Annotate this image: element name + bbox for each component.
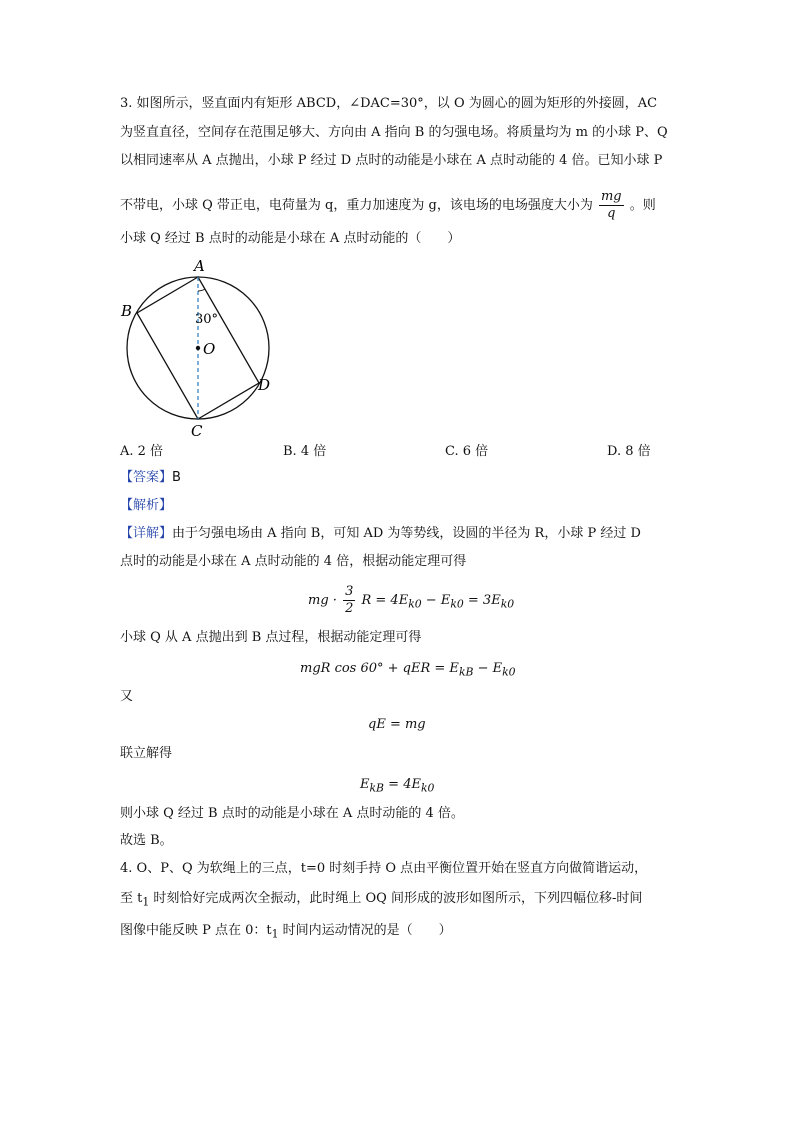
field-strength-fraction xyxy=(599,189,624,222)
equation-2 xyxy=(300,659,516,683)
eq4-sub-1: kB xyxy=(369,781,385,795)
circle-rectangle-figure xyxy=(112,255,282,440)
option-c: C. 6 倍 xyxy=(445,444,489,459)
analysis-tag: 【解析】 xyxy=(120,498,173,513)
center-point-o xyxy=(196,346,200,350)
equation-3: qE = mg xyxy=(368,717,426,732)
q4-line-3-sub: 1 xyxy=(271,927,279,941)
answer-tag: 【答案】 xyxy=(120,470,173,485)
q3-line-5: 小球 Q 经过 B 点时的动能是小球在 A 点时动能的（ ） xyxy=(120,231,461,246)
eq1-sub-1: k0 xyxy=(408,597,422,611)
eq1-sub-2: k0 xyxy=(450,597,464,611)
eq1-pre: mg · xyxy=(308,593,337,608)
eq2-sub-1: kB xyxy=(458,665,474,679)
answer-value: B xyxy=(172,470,181,485)
analysis-line xyxy=(120,496,172,516)
label-b: B xyxy=(121,302,133,320)
q4-line-1: 4. O、P、Q 为软绳上的三点，t=0 时刻手持 O 点由平衡位置开始在竖直方向做简谐运动， xyxy=(120,861,648,876)
eq1-post: R = 4E xyxy=(361,593,409,608)
eq1-mid: − E xyxy=(421,593,451,608)
q4-line-3-pre: 图像中能反映 P 点在 0：t xyxy=(120,923,272,938)
label-c: C xyxy=(191,422,203,440)
q3-line-2: 为竖直直径，空间存在范围足够大、方向由 A 指向 B 的匀强电场。将质量均为 m 的小球 P、Q xyxy=(120,125,668,140)
option-d: D. 8 倍 xyxy=(607,444,651,459)
detail-line-2: 点时的动能是小球在 A 点时动能的 4 倍，根据动能定理可得 xyxy=(120,554,467,569)
label-a: A xyxy=(194,257,205,275)
eq2-sub-2: k0 xyxy=(502,665,516,679)
q4-line-2-pre: 至 t xyxy=(120,891,143,906)
answer-line xyxy=(120,468,181,488)
text-lianli: 联立解得 xyxy=(120,746,173,761)
eq1-numerator: 3 xyxy=(345,584,354,599)
q4-line-2-post: 时刻恰好完成两次全振动，此时绳上 OQ 间形成的波形如图所示，下列四幅位移-时间 xyxy=(149,891,643,906)
option-b: B. 4 倍 xyxy=(283,444,327,459)
q3-line-4-text: 不带电，小球 Q 带正电，电荷量为 q，重力加速度为 g，该电场的电场强度大小为 xyxy=(120,198,593,213)
q3-line-3: 以相同速率从 A 点抛出，小球 P 经过 D 点时的动能是小球在 A 点时动能的 4 倍。已知小球 P xyxy=(120,153,663,168)
conclusion: 则小球 Q 经过 B 点时的动能是小球在 A 点时动能的 4 倍。 xyxy=(120,806,464,821)
eq1-end: = 3E xyxy=(463,593,501,608)
angle-label: 30° xyxy=(195,312,219,327)
detail-tag: 【详解】 xyxy=(120,526,173,541)
text-q-from-a: 小球 Q 从 A 点抛出到 B 点过程，根据动能定理可得 xyxy=(120,630,422,645)
eq4-mid: = 4E xyxy=(384,777,421,792)
text-you: 又 xyxy=(120,689,134,704)
q4-line-3-post: 时间内运动情况的是（ ） xyxy=(278,923,452,938)
eq1-sub-3: k0 xyxy=(500,597,515,611)
eq2-mid: − E xyxy=(473,661,503,676)
q3-line-1: 3. 如图所示，竖直面内有矩形 ABCD，∠DAC=30°，以 O 为圆心的圆为矩形的外接圆，AC xyxy=(120,96,658,111)
fraction-numerator: mg xyxy=(600,189,622,204)
label-o: O xyxy=(203,340,216,358)
equation-4 xyxy=(360,775,434,799)
detail-line-1 xyxy=(120,524,641,544)
q4-line-3 xyxy=(120,921,452,945)
q4-line-2-sub: 1 xyxy=(142,895,150,909)
fraction-denominator: q xyxy=(607,206,616,221)
q3-line-4-end: 。则 xyxy=(629,198,656,213)
choose: 故选 B。 xyxy=(120,833,173,848)
eq1-fraction xyxy=(343,584,355,617)
equation-1 xyxy=(308,584,514,617)
q3-line-4 xyxy=(120,189,656,222)
angle-arc xyxy=(198,289,205,291)
option-a: A. 2 倍 xyxy=(120,444,164,459)
eq4-pre: E xyxy=(360,777,370,792)
detail-text-1: 由于匀强电场由 A 指向 B，可知 AD 为等势线，设圆的半径为 R，小球 P 经过 D xyxy=(172,526,641,541)
eq2-main: mgR cos 60° + qER = E xyxy=(300,661,459,676)
eq4-sub-2: k0 xyxy=(420,781,435,795)
label-d: D xyxy=(258,376,271,394)
eq1-denominator: 2 xyxy=(345,601,354,616)
q4-line-2 xyxy=(120,889,642,913)
